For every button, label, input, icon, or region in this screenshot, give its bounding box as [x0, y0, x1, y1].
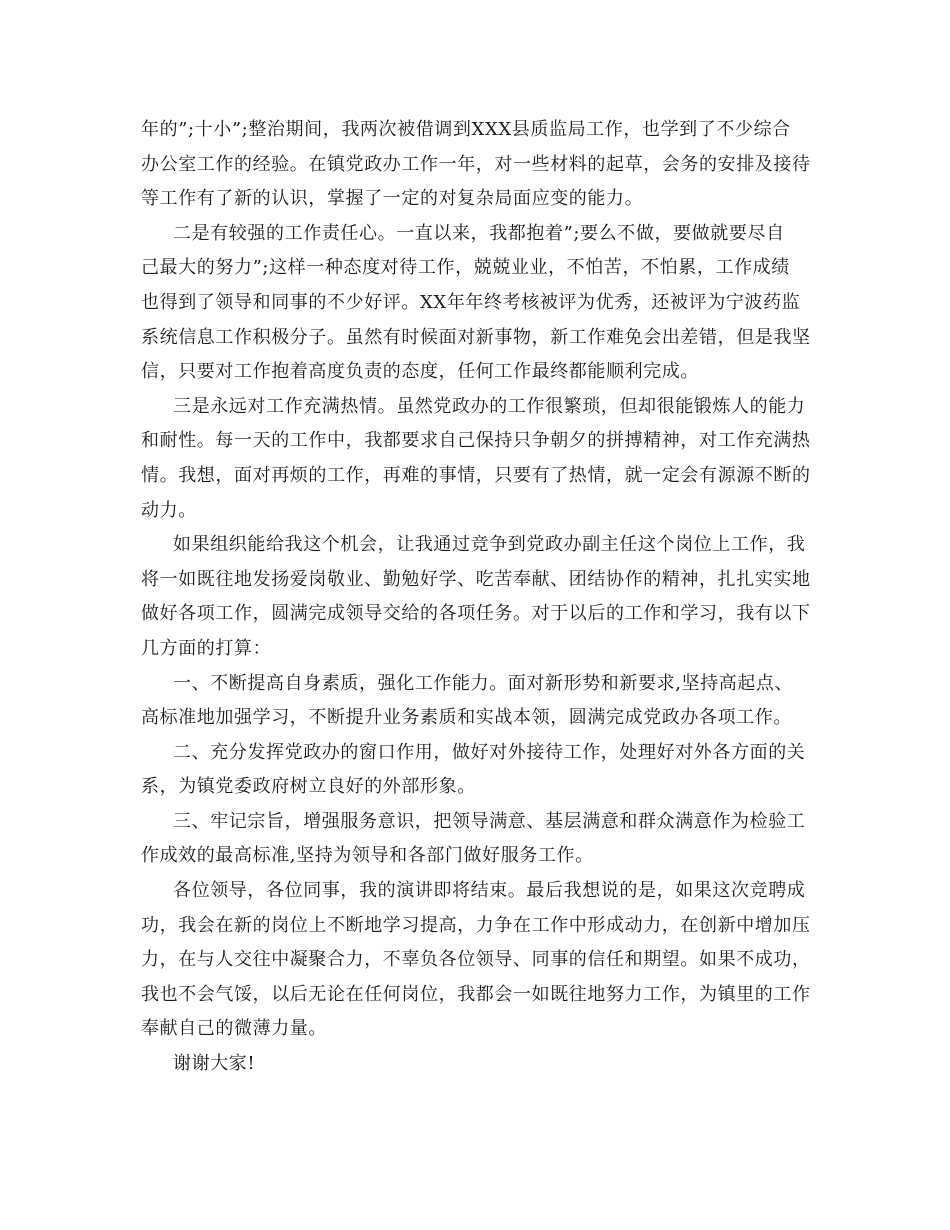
- text-line: 年的”;十小”;整治期间，我两次被借调到XXX县质监局工作，也学到了不少综合: [141, 119, 791, 140]
- text-line: 情。我想，面对再烦的工作，再难的事情，只要有了热情，就一定会有源源不断的: [141, 464, 811, 486]
- text-line: 如果组织能给我这个机会，让我通过竞争到党政办副主任这个岗位上工作，我: [173, 534, 806, 556]
- text-line: 系统信息工作积极分子。虽然有时候面对新事物，新工作难免会出差错，但是我坚: [141, 326, 811, 348]
- text-line: 奉献自己的微薄力量。: [141, 1018, 327, 1040]
- text-line: 和耐性。每一天的工作中，我都要求自己保持只争朝夕的拼搏精神，对工作充满热: [141, 430, 811, 452]
- text-line: 高标准地加强学习，不断提升业务素质和实战本领，圆满完成党政办各项工作。: [141, 707, 792, 729]
- text-line: 力，在与人交往中凝聚合力，不辜负各位领导、同事的信任和期望。如果不成功，: [141, 949, 811, 971]
- text-line: 一、不断提高自身素质，强化工作能力。面对新形势和新要求,坚持高起点、: [173, 672, 794, 694]
- text-line: 三是永远对工作充满热情。虽然党政办的工作很繁琐，但却很能锻炼人的能力: [173, 395, 806, 417]
- text-line: 二、充分发挥党政办的窗口作用，做好对外接待工作，处理好对外各方面的关: [173, 741, 806, 763]
- text-line: 将一如既往地发扬爱岗敬业、勤勉好学、吃苦奉献、团结协作的精神，扎扎实实地: [141, 568, 811, 590]
- text-line: 几方面的打算：: [141, 637, 272, 659]
- text-line: 谢谢大家!: [173, 1053, 256, 1075]
- text-line: 我也不会气馁，以后无论在任何岗位，我都会一如既往地努力工作，为镇里的工作: [141, 983, 811, 1005]
- text-line: 动力。: [141, 499, 197, 521]
- text-line: 信，只要对工作抱着高度负责的态度，任何工作最终都能顺利完成。: [141, 361, 699, 383]
- text-line: 己最大的努力”;这样一种态度对待工作，兢兢业业，不怕苦，不怕累，工作成绩: [141, 257, 790, 279]
- text-line: 二是有较强的工作责任心。一直以来，我都抱着”;要么不做，要做就要尽自: [173, 222, 785, 244]
- text-line: 作成效的最高标准,坚持为领导和各部门做好服务工作。: [141, 845, 594, 867]
- text-line: 系，为镇党委政府树立良好的外部形象。: [141, 776, 476, 798]
- text-line: 功，我会在新的岗位上不断地学习提高，力争在工作中形成动力，在创新中增加压: [141, 914, 811, 936]
- document-body: [141, 113, 813, 1082]
- text-line: 等工作有了新的认识，掌握了一定的对复杂局面应变的能力。: [141, 188, 644, 210]
- text-line: 也得到了领导和同事的不少好评。XX年年终考核被评为优秀，还被评为宁波药监: [141, 291, 801, 313]
- text-line: 做好各项工作，圆满完成领导交给的各项任务。对于以后的工作和学习，我有以下: [141, 603, 811, 625]
- text-line: 办公室工作的经验。在镇党政办工作一年，对一些材料的起草，会务的安排及接待: [141, 153, 811, 175]
- text-line: 各位领导，各位同事，我的演讲即将结束。最后我想说的是，如果这次竞聘成: [173, 880, 806, 902]
- text-line: 三、牢记宗旨，增强服务意识，把领导满意、基层满意和群众满意作为检验工: [173, 810, 806, 832]
